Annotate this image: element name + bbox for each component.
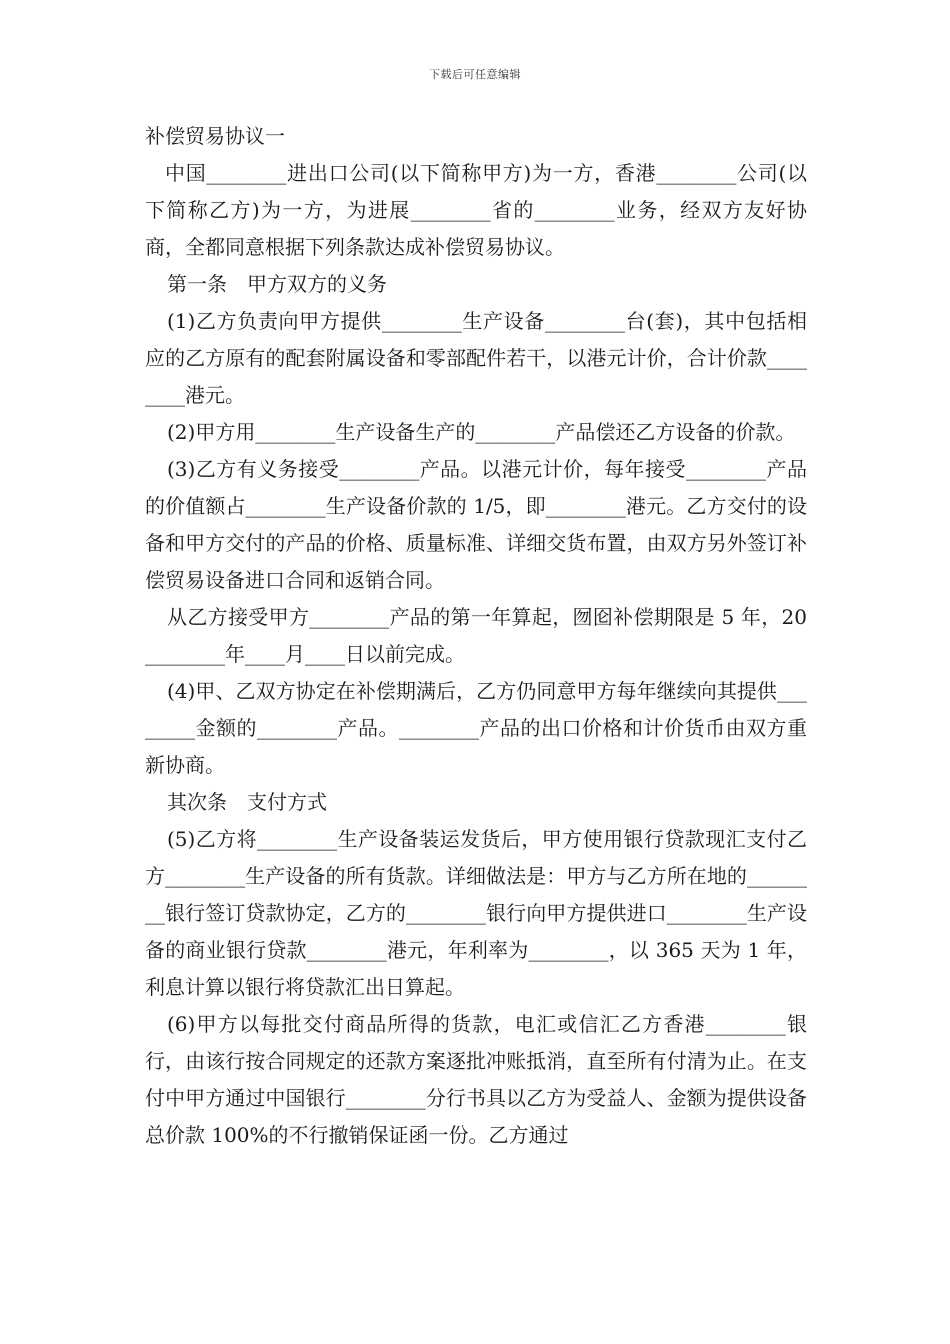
article-heading-1: 第一条 甲方双方的义务	[167, 272, 387, 296]
document-title: 补偿贸易协议一	[145, 124, 285, 148]
clause-4: (4)甲、乙双方协定在补偿期满后，乙方仍同意甲方每年继续向其提供________金额的________产品。________产品的出口价格和计价货币由双方重新协商。	[145, 679, 807, 777]
paragraph-intro: 中国________进出口公司(以下简称甲方)为一方，香港________公司(以下简称乙方)为一方，为进展________省的________业务，经双方友好协商，全都同意根据下列条款达成补偿贸易协议。	[145, 161, 807, 259]
document-body	[145, 118, 807, 1154]
clause-6: (6)甲方以每批交付商品所得的货款，电汇或信汇乙方香港________银行，由该行按合同规定的还款方案逐批冲账抵消，直至所有付清为止。在支付中甲方通过中国银行________分行书具以乙方为受益人、金额为提供设备总价款 100%的不行撤销保证函一份。乙方通过	[145, 1012, 807, 1147]
clause-3: (3)乙方有义务接受________产品。以港元计价，每年接受________产品的价值额占________生产设备价款的 1/5，即________港元。乙方交付的设备和甲方交付的产品的价格、质量标准、详细交货布置，由双方另外签订补偿贸易设备进口合同和返销合同。	[145, 457, 807, 592]
article-heading-2: 其次条 支付方式	[167, 790, 327, 814]
clause-5: (5)乙方将________生产设备装运发货后，甲方使用银行贷款现汇支付乙方________生产设备的所有货款。详细做法是：甲方与乙方所在地的________银行签订贷款协定，乙方的________银行向甲方提供进口________生产设备的商业银行贷款________港元，年利率为________，以 365 天为 1 年，利息计算以银行将贷款汇出日算起。	[145, 827, 807, 999]
paragraph-compensation-period: 从乙方接受甲方________产品的第一年算起，囫囵补偿期限是 5 年，20________年____月____日以前完成。	[145, 605, 807, 666]
clause-1: (1)乙方负责向甲方提供________生产设备________台(套)，其中包括相应的乙方原有的配套附属设备和零部配件若干，以港元计价，合计价款________港元。	[145, 309, 807, 407]
clause-2: (2)甲方用________生产设备生产的________产品偿还乙方设备的价款。	[167, 420, 796, 444]
page-header-note: 下载后可任意编辑	[429, 68, 521, 81]
